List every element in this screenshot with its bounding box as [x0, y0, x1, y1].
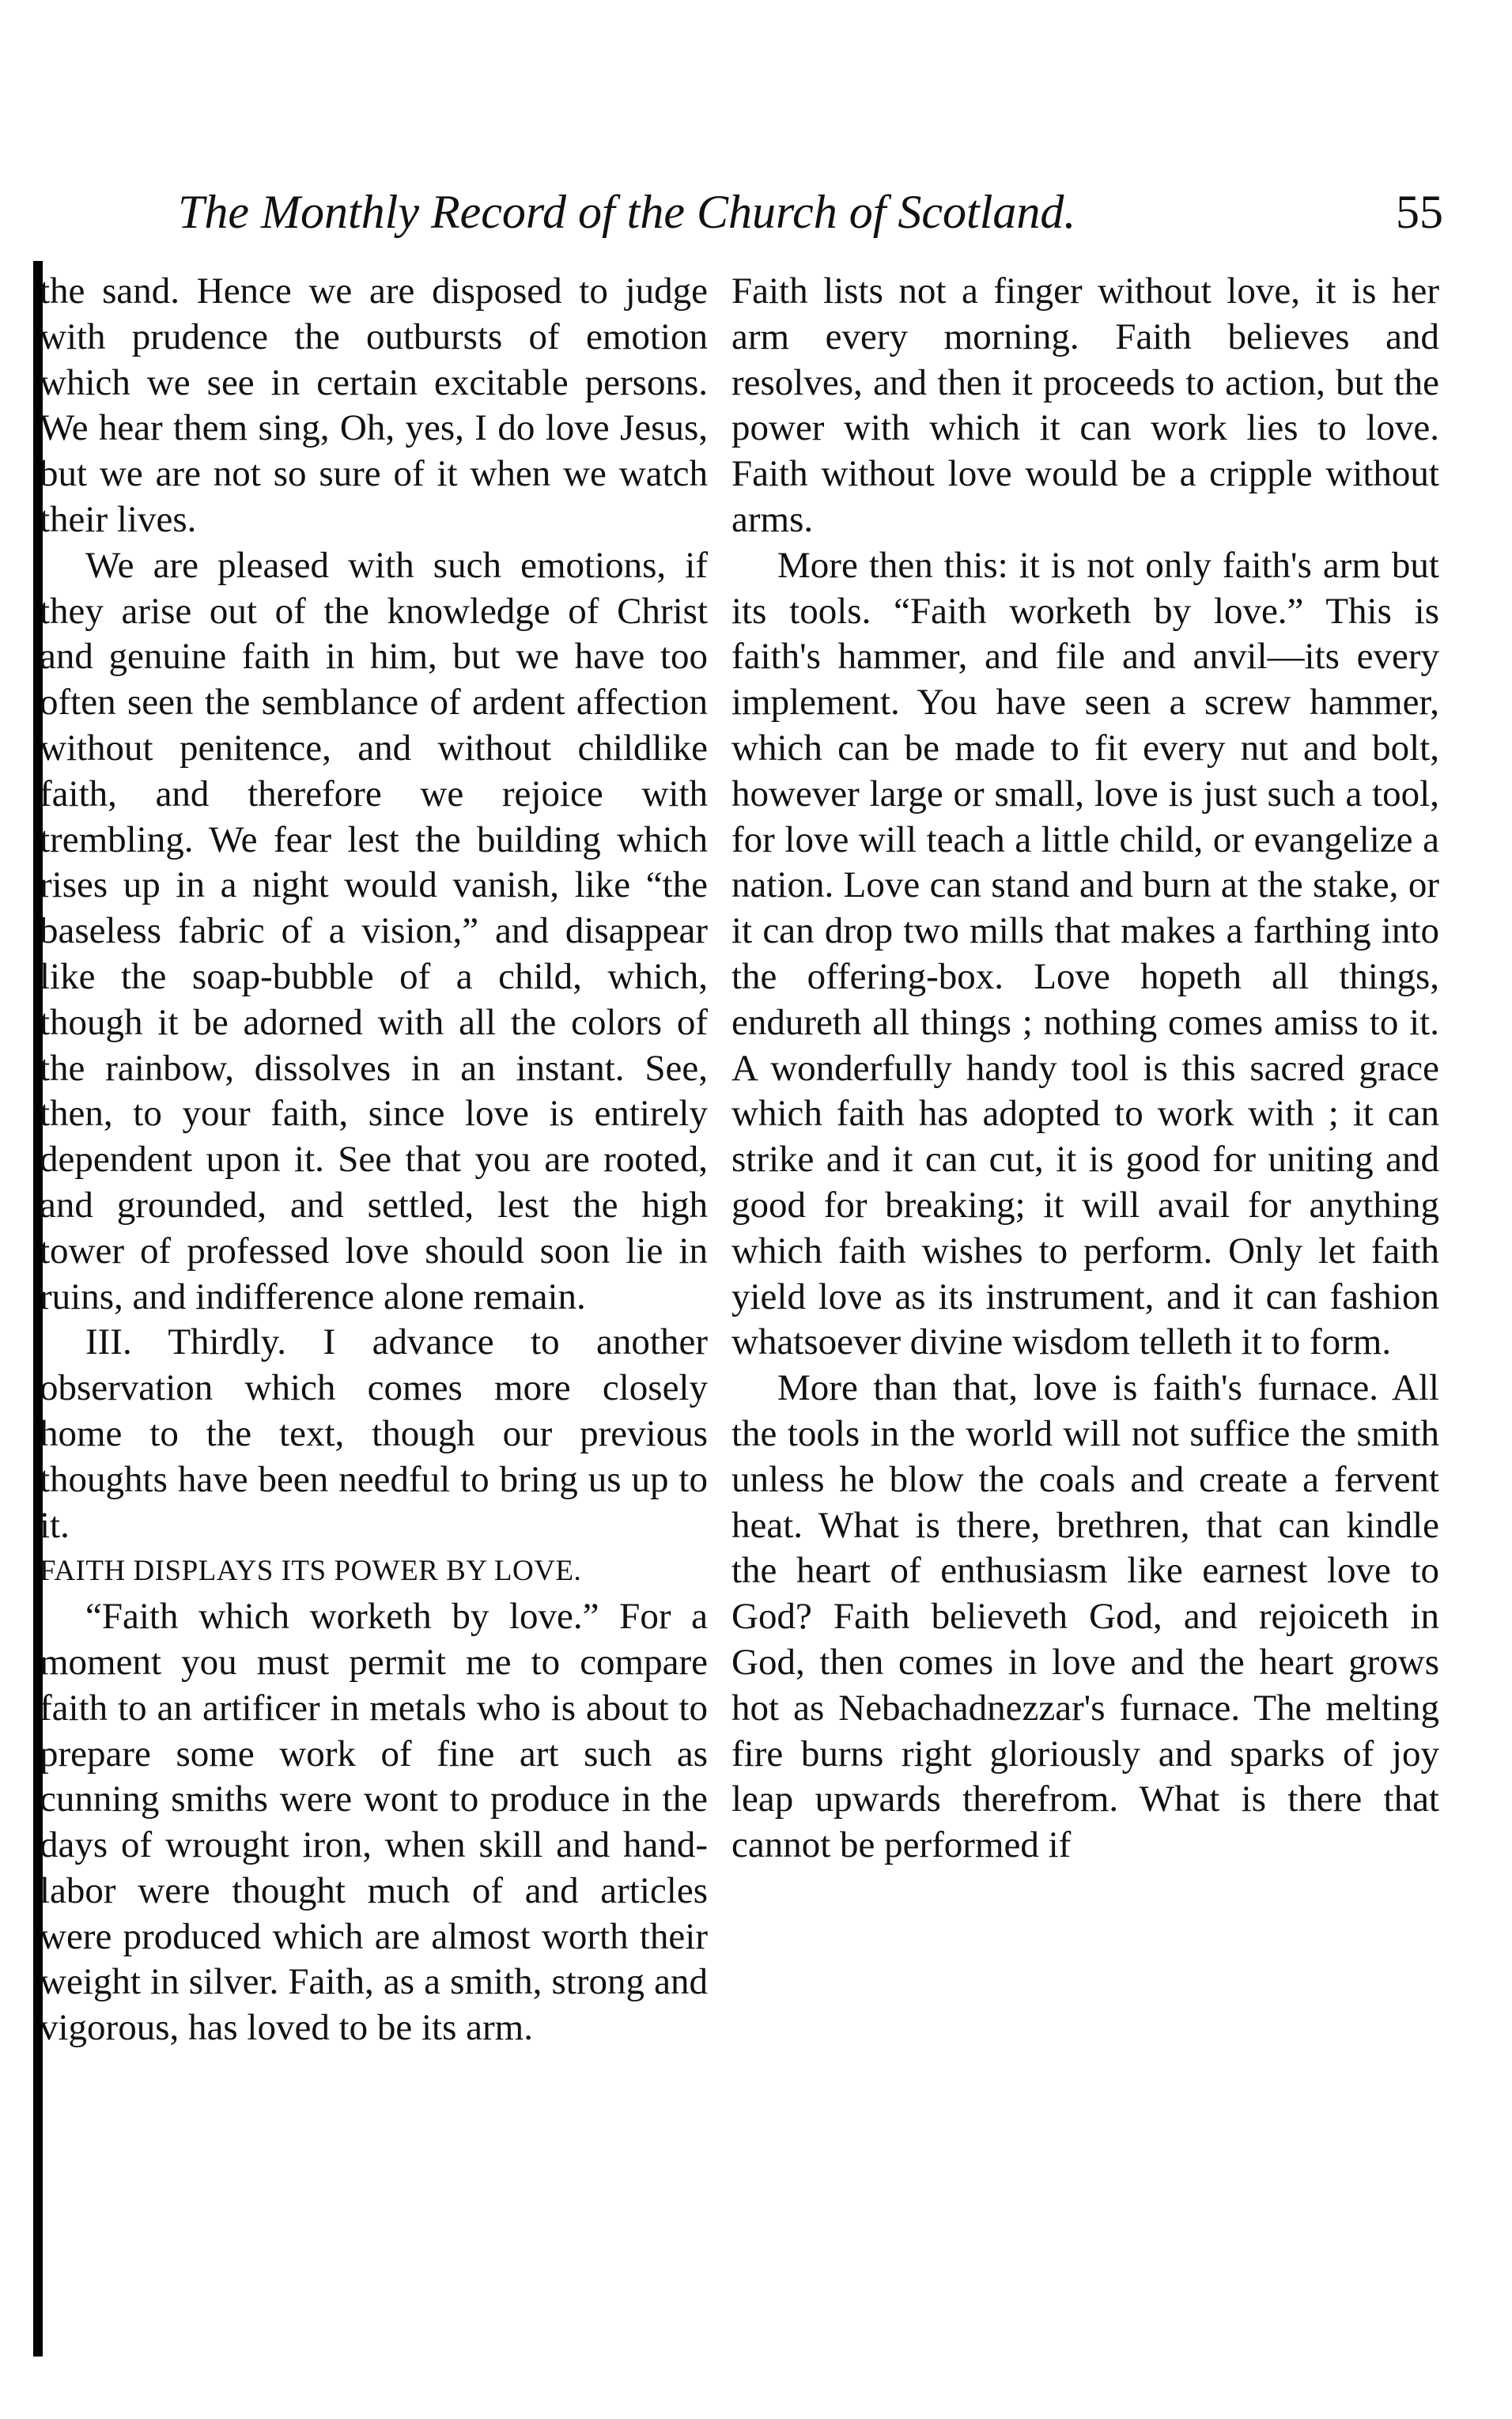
section-heading: FAITH DISPLAYS ITS POWER BY LOVE.: [40, 1555, 582, 1588]
left-column: [40, 269, 708, 2051]
paragraph: We are pleased with such emotions, if they arise out of the knowledge of Christ and genuine faith in him, but we have too often seen the semblance of ardent affection without penitence, and without childlike faith, and therefore we rejoice with trembling. We fear lest the building which rises up in a night would vanish, like “the baseless fabric of a vision,” and disappear like the soap-bubble of a child, which, though it be adorned with all the colors of the rainbow, dissolves in an instant. See, then, to your faith, since love is entirely dependent upon it. See that you are rooted, and grounded, and settled, lest the high tower of professed love should soon lie in ruins, and indifference alone remain.: [40, 544, 708, 1317]
page-header: [178, 180, 1443, 244]
paragraph: the sand. Hence we are disposed to judge with prudence the outbursts of emotion which we see in certain excitable persons. We hear them sing, Oh, yes, I do love Jesus, but we are not so sure of it when we watch their lives.: [40, 270, 708, 540]
paragraph: III. Thirdly. I advance to another observation which comes more closely home to the text, though our previous thoughts have been needful to bring us up to it.: [40, 1321, 708, 1546]
paragraph: More than that, love is faith's furnace. All the tools in the world will not suffice the smith unless he blow the coals and create a fervent heat. What is there, brethren, that can kindle the heart of enthusiasm like earnest love to God? Faith believeth God, and rejoiceth in God, then comes in love and the heart grows hot as Nebachadnezzar's furnace. The melting fire burns right gloriously and sparks of joy leap upwards therefrom. What is there that cannot be performed if: [731, 1367, 1439, 1866]
paragraph: More then this: it is not only faith's arm but its tools. “Faith worketh by love.” This is faith's hammer, and file and anvil—its every implement. You have seen a screw hammer, which can be made to fit every nut and bolt, however large or small, love is just such a tool, for love will teach a little child, or evangelize a nation. Love can stand and burn at the stake, or it can drop two mills that makes a farthing into the offering-box. Love hopeth all things, endureth all things ; nothing comes amiss to it. A wonderfully handy tool is this sacred grace which faith has adopted to work with ; it can strike and it can cut, it is good for uniting and good for breaking; it will avail for anything which faith wishes to perform. Only let faith yield love as its instrument, and it can fashion whatsoever divine wisdom telleth it to form.: [731, 544, 1439, 1363]
running-title: The Monthly Record of the Church of Scotland.: [178, 186, 1076, 238]
paragraph: Faith lists not a finger without love, it is her arm every morning. Faith believes and resolves, and then it proceeds to action, but the power with which it can work lies to love. Faith without love would be a cripple without arms.: [731, 270, 1439, 540]
paragraph: “Faith which worketh by love.” For a moment you must permit me to compare faith to an artificer in metals who is about to prepare some work of fine art such as cunning smiths were wont to produce in the days of wrought iron, when skill and hand-labor were thought much of and articles were produced which are almost worth their weight in silver. Faith, as a smith, strong and vigorous, has loved to be its arm.: [40, 1596, 708, 2049]
page-number: 55: [1396, 186, 1443, 238]
right-column: [731, 269, 1439, 1869]
